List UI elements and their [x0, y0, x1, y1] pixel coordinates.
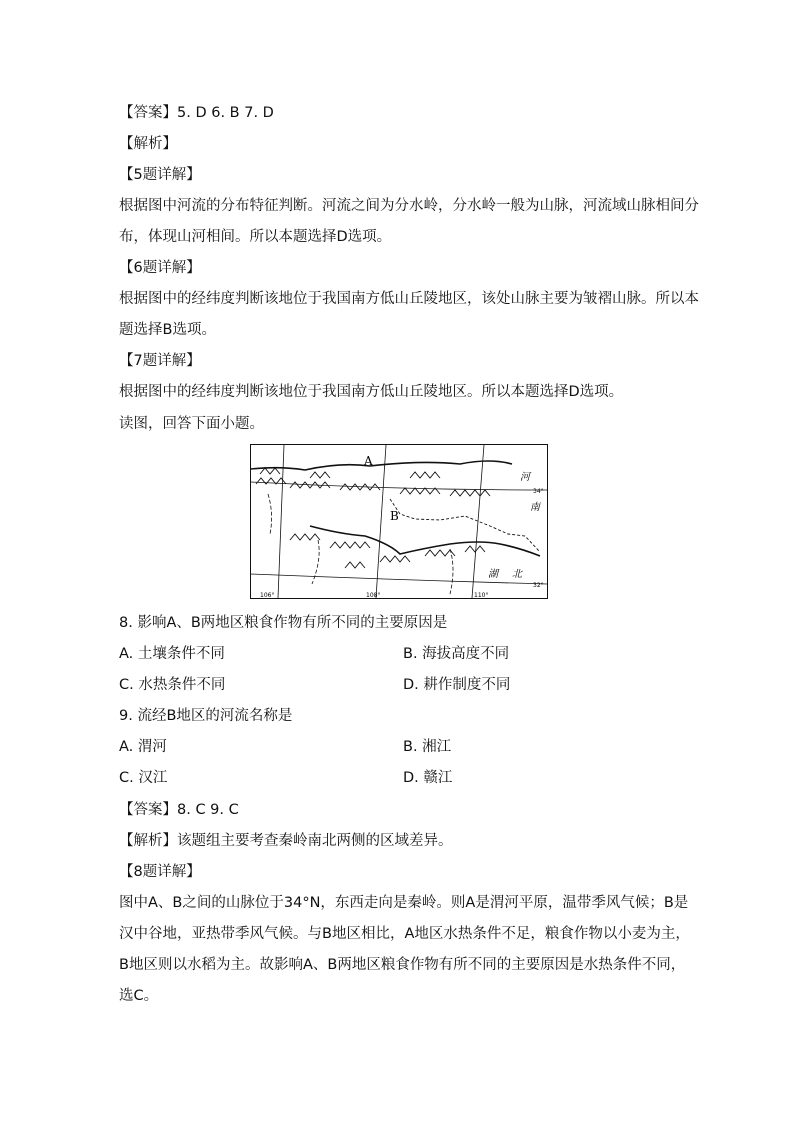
q8-option-d: D. 耕作制度不同 — [403, 677, 511, 693]
q6-detail-text: 根据图中的经纬度判断该地位于我国南方低山丘陵地区，该处山脉主要为皱褶山脉。所以本 — [119, 291, 699, 307]
q9-option-c: C. 汉江 — [119, 770, 168, 786]
label-b: B — [390, 509, 399, 523]
label-hubei-hu: 湖 — [488, 569, 498, 580]
label-hubei-bei: 北 — [512, 569, 522, 580]
q9-option-a: A. 渭河 — [119, 739, 167, 755]
q6-detail-heading: 【6题详解】 — [119, 260, 201, 276]
answer-line-1: 【答案】5. D 6. B 7. D — [119, 105, 274, 121]
q8-detail-text: 汉中谷地，亚热带季风气候。与B地区相比，A地区水热条件不足，粮食作物以小麦为主， — [119, 926, 690, 942]
q8-option-c: C. 水热条件不同 — [119, 677, 226, 693]
q8-detail-text: 图中A、B之间的山脉位于34°N，东西走向是秦岭。则A是渭河平原，温带季风气候；B是 — [119, 895, 689, 911]
q5-detail-text: 根据图中河流的分布特征判断。河流之间为分水岭，分水岭一般为山脉，河流域山脉相间分 — [119, 198, 699, 214]
lon-label-110: 110° — [474, 592, 489, 599]
q8-detail-heading: 【8题详解】 — [119, 864, 201, 880]
answer-line-2: 【答案】8. C 9. C — [119, 802, 239, 818]
analysis-heading-1: 【解析】 — [119, 136, 177, 152]
read-prompt: 读图，回答下面小题。 — [119, 416, 264, 432]
analysis-heading-2: 【解析】该题组主要考查秦岭南北两侧的区域差异。 — [119, 833, 453, 849]
label-henan-he: 河 — [520, 472, 530, 483]
qinling-map — [250, 444, 548, 599]
label-henan-nan: 南 — [530, 502, 540, 513]
label-a: A — [364, 454, 373, 468]
q5-detail-heading: 【5题详解】 — [119, 167, 201, 183]
q5-detail-text: 布，体现山河相间。所以本题选择D选项。 — [119, 229, 392, 245]
q8-detail-text: 选C。 — [119, 988, 159, 1004]
q7-detail-text: 根据图中的经纬度判断该地位于我国南方低山丘陵地区。所以本题选择D选项。 — [119, 384, 624, 400]
q8-option-a: A. 土壤条件不同 — [119, 646, 225, 662]
q8-option-b: B. 海拔高度不同 — [403, 646, 510, 662]
q7-detail-heading: 【7题详解】 — [119, 353, 201, 369]
q6-detail-text: 题选择B选项。 — [119, 322, 216, 338]
lon-label-106: 106° — [260, 592, 275, 599]
lat-label-34: 34° — [533, 488, 544, 495]
lon-label-108: 108° — [366, 592, 381, 599]
lat-label-32: 32° — [533, 582, 544, 589]
q8-detail-text: B地区则以水稻为主。故影响A、B两地区粮食作物有所不同的主要原因是水热条件不同， — [119, 957, 686, 973]
q9-option-b: B. 湘江 — [403, 739, 452, 755]
q8-stem: 8. 影响A、B两地区粮食作物有所不同的主要原因是 — [119, 615, 448, 631]
q9-option-d: D. 赣江 — [403, 770, 453, 786]
q9-stem: 9. 流经B地区的河流名称是 — [119, 708, 293, 724]
